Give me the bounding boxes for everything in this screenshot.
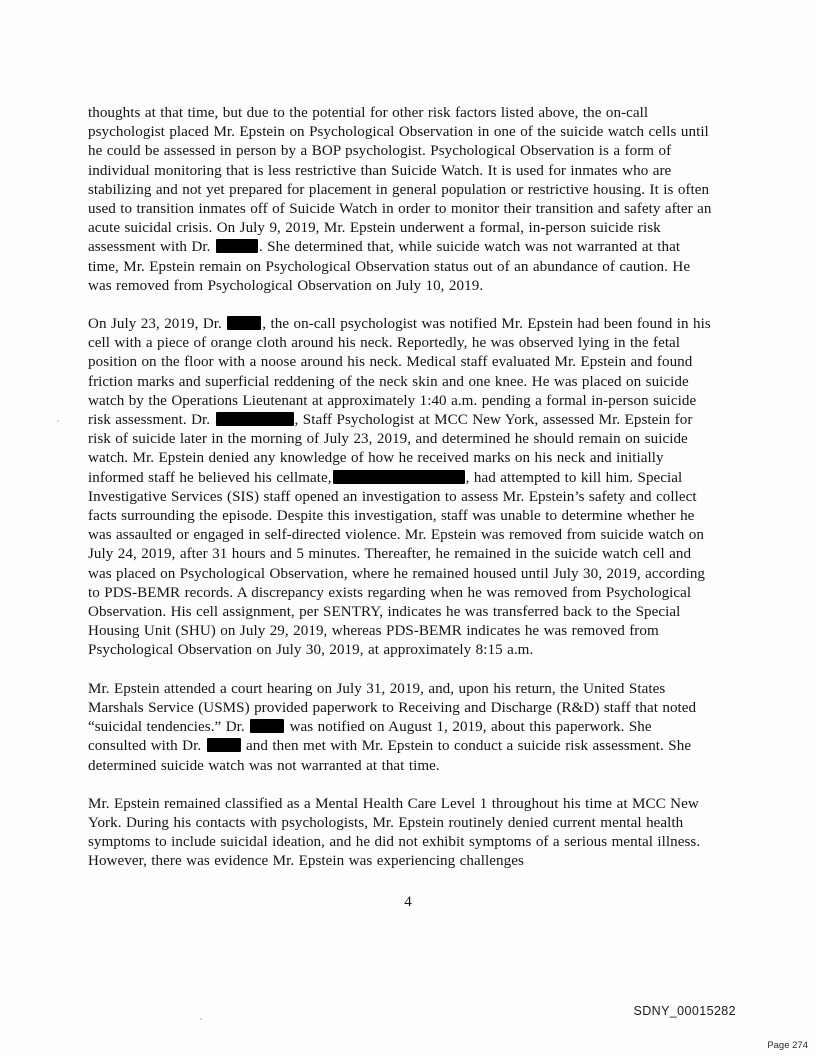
page-number: 4 bbox=[404, 894, 412, 910]
scan-speck bbox=[57, 420, 59, 422]
bates-stamp: SDNY_00015282 bbox=[633, 1004, 736, 1018]
paragraph: thoughts at that time, but due to the potential for other risk factors listed above, the on-call psychologist placed Mr. Epstein on Psychological Observation in one of the suicide watch cells until he could be assessed in person by a BOP psychologist. Psychological Observation is a form of individual monitoring that is less restrictive than Suicide Watch. It is used for inmates who are stabilizing and not yet prepared for placement in general population or restrictive housing. It is often used to transition inmates off of Suicide Watch in order to monitor their transition and safety after an acute suicidal crisis. On July 9, 2019, Mr. Epstein underwent a formal, in-person suicide risk assessment with Dr. . She determined that, while suicide watch was not warranted at that time, Mr. Epstein remain on Psychological Observation status out of an abundance of caution. He was removed from Psychological Observation on July 10, 2019. bbox=[88, 105, 712, 294]
paragraph: Mr. Epstein attended a court hearing on July 31, 2019, and, upon his return, the United States Marshals Service (USMS) provided paperwork to Receiving and Discharge (R&D) staff that noted “suicidal tendencies.” Dr. was notified on August 1, 2019, about this paperwork. She consulted with Dr. and then met with Mr. Epstein to conduct a suicide risk assessment. She determined suicide watch was not warranted at that time. bbox=[88, 680, 697, 774]
redaction-bar bbox=[227, 316, 261, 330]
redaction-bar bbox=[216, 239, 258, 253]
document-body bbox=[88, 104, 712, 872]
page-footer-label: Page 274 bbox=[767, 1040, 808, 1051]
redaction-bar bbox=[333, 470, 465, 484]
redaction-bar bbox=[250, 719, 284, 733]
paragraph: On July 23, 2019, Dr. , the on-call psychologist was notified Mr. Epstein had been found in his cell with a piece of orange cloth around his neck. Reportedly, he was observed lying in the fetal position on the floor with a noose around his neck. Medical staff evaluated Mr. Epstein and found friction marks and superficial reddening of the neck skin and one knee. He was placed on suicide watch by the Operations Lieutenant at approximately 1:40 a.m. pending a formal in-person suicide risk assessment. Dr. , Staff Psychologist at MCC New York, assessed Mr. Epstein for risk of suicide later in the morning of July 23, 2019, and determined he should remain on suicide watch. Mr. Epstein denied any knowledge of how he received marks on his neck and initially informed staff he believed his cellmate, , had attempted to kill him. Special Investigative Services (SIS) staff opened an investigation to assess Mr. Epstein’s safety and collect facts surrounding the episode. Despite this investigation, staff was unable to determine whether he was assaulted or engaged in self-directed violence. Mr. Epstein was removed from suicide watch on July 24, 2019, after 31 hours and 5 minutes. Thereafter, he remained in the suicide watch cell and was placed on Psychological Observation, where he remained housed until July 30, 2019, according to PDS-BEMR records. A discrepancy exists regarding when he was removed from Psychological Observation. His cell assignment, per SENTRY, indicates he was transferred back to the Special Housing Unit (SHU) on July 29, 2019, whereas PDS-BEMR indicates he was removed from Psychological Observation on July 30, 2019, at approximately 8:15 a.m. bbox=[88, 316, 711, 659]
redaction-bar bbox=[216, 412, 294, 426]
redaction-bar bbox=[207, 738, 241, 752]
scan-speck bbox=[200, 1018, 202, 1020]
paragraph: Mr. Epstein remained classified as a Mental Health Care Level 1 throughout his time at MCC New York. During his contacts with psychologists, Mr. Epstein routinely denied current mental health symptoms to include suicidal ideation, and he did not exhibit symptoms of a serious mental illness. However, there was evidence Mr. Epstein was experiencing challenges bbox=[88, 795, 701, 870]
